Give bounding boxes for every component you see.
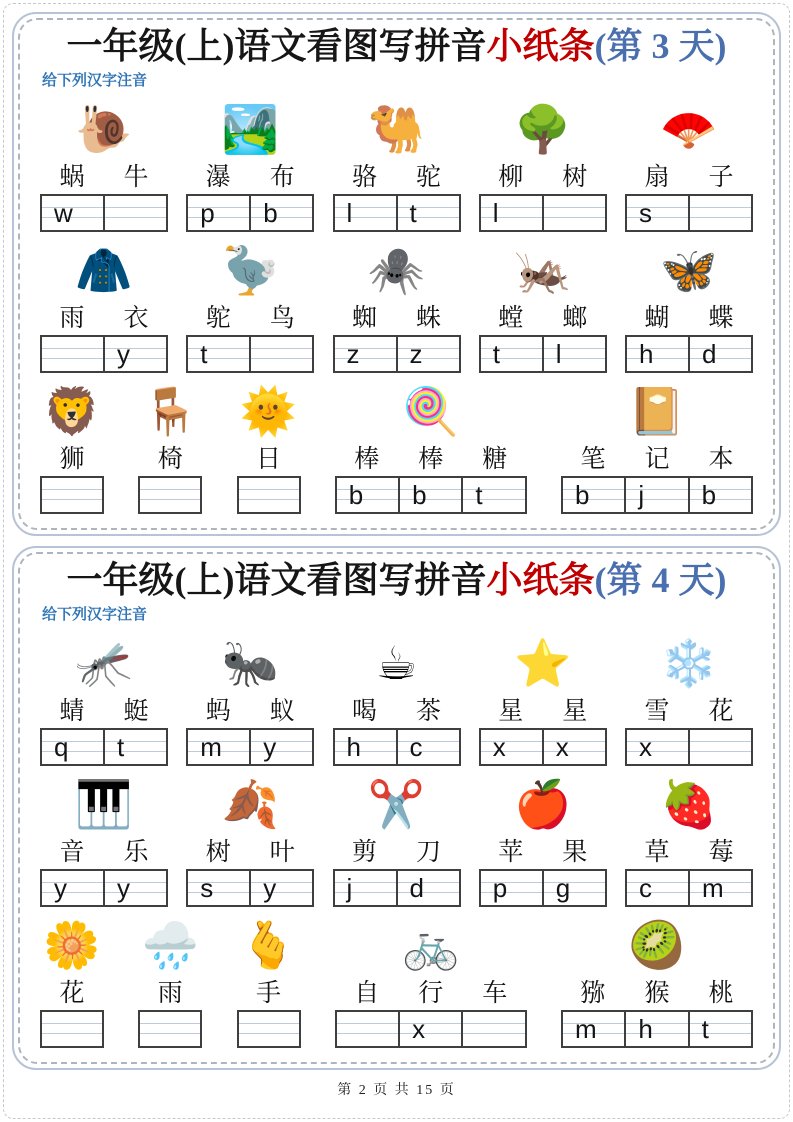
pinyin-cell: s (639, 197, 652, 228)
word-char: 布 (269, 164, 295, 191)
bicycle-icon: 🚲 (402, 919, 460, 971)
pinyin-cell: m (200, 731, 222, 762)
pinyin-cell (249, 337, 312, 371)
word-item (479, 635, 607, 766)
title-grade-text: 一年级(上)语文看图写拼音 (66, 560, 487, 600)
pinyin-box (479, 728, 607, 766)
pinyin-cell (42, 337, 103, 371)
word-item (237, 383, 301, 514)
word-char: 苹 (498, 839, 524, 866)
word-char: 猕 (580, 980, 606, 1007)
pinyin-box (40, 335, 168, 373)
word-char: 音 (59, 839, 85, 866)
worksheet-panel (12, 546, 781, 1070)
word-char: 蜓 (123, 698, 149, 725)
title-highlight-text: 小纸条 (486, 560, 595, 600)
word-label (479, 834, 607, 866)
word-item (479, 776, 607, 907)
word-item (625, 635, 753, 766)
word-row (38, 383, 755, 514)
pinyin-box (625, 728, 753, 766)
word-item (40, 917, 104, 1048)
spider-icon: 🕷️ (367, 244, 426, 296)
pinyin-cell: p (492, 872, 508, 903)
pinyin-cell: h (624, 1012, 687, 1046)
pinyin-cell: t (396, 196, 459, 230)
word-item (186, 635, 314, 766)
pinyin-cell: m (688, 871, 751, 905)
word-char: 子 (708, 164, 734, 191)
word-char: 糖 (482, 446, 508, 473)
word-item (138, 383, 202, 514)
pinyin-cell: h (346, 731, 361, 762)
rain-cloud-icon: 🌧️ (141, 919, 199, 971)
word-item (333, 635, 461, 766)
word-char: 草 (644, 839, 670, 866)
pinyin-cell: x (492, 731, 506, 762)
word-label (40, 975, 104, 1007)
word-char: 蝶 (708, 305, 734, 332)
word-item (335, 917, 527, 1048)
word-char: 扇 (644, 164, 670, 191)
willow-tree-icon: 🌳 (514, 103, 572, 155)
word-label (237, 441, 301, 473)
word-char: 牛 (123, 164, 149, 191)
word-label (335, 975, 527, 1007)
pinyin-cell: s (200, 872, 214, 903)
word-label (625, 159, 753, 191)
pinyin-cell: b (575, 479, 590, 510)
pinyin-cell: l (346, 197, 353, 228)
pinyin-box (40, 728, 168, 766)
word-item (625, 101, 753, 232)
pinyin-cell: d (396, 871, 459, 905)
word-char: 椅 (157, 446, 183, 473)
pinyin-box (40, 194, 168, 232)
word-label (333, 159, 461, 191)
word-char: 蜘 (351, 305, 377, 332)
pinyin-cell: b (398, 478, 461, 512)
word-char: 记 (644, 446, 670, 473)
word-char: 自 (354, 980, 380, 1007)
pinyin-box (138, 476, 202, 514)
pinyin-cell: l (492, 197, 499, 228)
teacup-icon: ☕ (375, 637, 418, 689)
pinyin-cell: t (200, 338, 208, 369)
word-char: 花 (708, 698, 734, 725)
pinyin-cell: x (542, 730, 605, 764)
title-day-text: (第 4 天) (594, 560, 727, 600)
word-label (138, 975, 202, 1007)
pinyin-cell: c (396, 730, 459, 764)
word-char: 蜗 (59, 164, 85, 191)
pinyin-cell: l (542, 337, 605, 371)
pinyin-box (40, 476, 104, 514)
word-row (38, 635, 755, 766)
word-label (333, 834, 461, 866)
pinyin-cell: t (461, 478, 524, 512)
word-label (479, 300, 607, 332)
pinyin-cell (688, 196, 751, 230)
pinyin-box (625, 194, 753, 232)
word-char: 雨 (59, 305, 85, 332)
word-char: 骆 (351, 164, 377, 191)
word-label (186, 693, 314, 725)
pinyin-cell (542, 196, 605, 230)
word-char: 茶 (415, 698, 441, 725)
word-char: 果 (562, 839, 588, 866)
mantis-icon: 🦗 (514, 244, 572, 296)
raincoat-icon: 🧥 (75, 244, 133, 296)
word-item (333, 101, 461, 232)
word-char: 狮 (59, 446, 85, 473)
pinyin-box (333, 194, 461, 232)
pinyin-box (479, 335, 607, 373)
pinyin-box (625, 335, 753, 373)
pinyin-cell: t (103, 730, 166, 764)
word-item (186, 101, 314, 232)
pinyin-cell: q (54, 731, 69, 762)
pinyin-cell: w (54, 197, 73, 228)
word-char: 花 (59, 980, 85, 1007)
word-label (186, 159, 314, 191)
word-label (40, 441, 104, 473)
pinyin-box (333, 728, 461, 766)
pinyin-box (186, 335, 314, 373)
word-row (38, 917, 755, 1048)
word-char: 柳 (498, 164, 524, 191)
word-item (561, 383, 753, 514)
pinyin-box (625, 869, 753, 907)
word-item (186, 242, 314, 373)
pinyin-cell: y (249, 730, 312, 764)
pinyin-box (479, 194, 607, 232)
pinyin-box (333, 869, 461, 907)
word-char: 雪 (644, 698, 670, 725)
word-label (335, 441, 527, 473)
pinyin-box (40, 869, 168, 907)
title-grade-text: 一年级(上)语文看图写拼音 (66, 26, 487, 66)
pinyin-box (138, 1010, 202, 1048)
word-label (625, 834, 753, 866)
folding-fan-icon: 🪭 (660, 103, 718, 155)
word-char: 蚁 (269, 698, 295, 725)
pinyin-cell (42, 1012, 102, 1046)
word-char: 蝴 (644, 305, 670, 332)
pinyin-cell: y (54, 872, 67, 903)
camel-icon: 🐫 (367, 103, 426, 155)
word-label (40, 159, 168, 191)
panels-container (0, 12, 793, 1070)
word-char: 桃 (708, 980, 734, 1007)
ostrich-icon: 🦤 (221, 244, 279, 296)
panel-title (38, 556, 755, 604)
pinyin-box (335, 1010, 527, 1048)
chair-icon: 🪑 (141, 385, 199, 437)
pinyin-cell: j (624, 478, 687, 512)
pinyin-cell: d (688, 337, 751, 371)
word-item (40, 776, 168, 907)
word-char: 乐 (123, 839, 149, 866)
word-char: 雨 (157, 980, 183, 1007)
word-item (333, 242, 461, 373)
pinyin-box (186, 869, 314, 907)
pinyin-cell (42, 478, 102, 512)
page-indicator: 第 2 页 共 15 页 (337, 1083, 456, 1098)
pinyin-box (237, 1010, 301, 1048)
word-label (479, 159, 607, 191)
pinyin-cell: j (346, 872, 353, 903)
word-char: 剪 (351, 839, 377, 866)
pinyin-cell: c (639, 872, 652, 903)
word-char: 猴 (644, 980, 670, 1007)
word-char: 喝 (351, 698, 377, 725)
word-char: 行 (418, 980, 444, 1007)
word-label (479, 693, 607, 725)
snail-icon: 🐌 (75, 103, 133, 155)
word-char: 树 (205, 839, 231, 866)
word-char: 衣 (123, 305, 149, 332)
word-label (625, 300, 753, 332)
word-char: 棒 (354, 446, 380, 473)
word-label (561, 441, 753, 473)
pinyin-cell: h (639, 338, 654, 369)
word-char: 螂 (562, 305, 588, 332)
panel-subtitle: 给下列汉字注音 (42, 72, 148, 89)
word-char: 星 (498, 698, 524, 725)
piano-music-icon: 🎹 (75, 778, 133, 830)
word-char: 瀑 (205, 164, 231, 191)
dragonfly-icon: 🦟 (75, 637, 133, 689)
pinyin-cell: b (688, 478, 751, 512)
word-char: 鸵 (205, 305, 231, 332)
pinyin-cell: x (398, 1012, 461, 1046)
pinyin-cell: t (688, 1012, 751, 1046)
pinyin-cell: y (103, 871, 166, 905)
pinyin-box (186, 728, 314, 766)
butterfly-icon: 🦋 (660, 244, 718, 296)
word-char: 车 (482, 980, 508, 1007)
pinyin-cell (337, 1012, 398, 1046)
word-label (333, 693, 461, 725)
worksheet-panel (12, 12, 781, 536)
word-char: 蜻 (59, 698, 85, 725)
pinyin-cell: p (200, 197, 215, 228)
pinyin-cell: y (103, 337, 166, 371)
ant-icon: 🐜 (221, 637, 279, 689)
word-char: 蚂 (205, 698, 231, 725)
word-label (40, 834, 168, 866)
pinyin-cell (239, 1012, 299, 1046)
kiwi-icon: 🥝 (628, 919, 686, 971)
pinyin-cell: z (346, 338, 360, 369)
word-char: 鸟 (269, 305, 295, 332)
word-row (38, 242, 755, 373)
scissors-icon: ✂️ (367, 778, 426, 830)
pinyin-cell (461, 1012, 524, 1046)
word-char: 莓 (708, 839, 734, 866)
pinyin-cell: b (249, 196, 312, 230)
pinyin-cell: t (492, 338, 500, 369)
strawberry-icon: 🍓 (660, 778, 718, 830)
word-item (40, 635, 168, 766)
word-char: 手 (255, 980, 281, 1007)
word-label (40, 693, 168, 725)
word-row (38, 776, 755, 907)
pinyin-cell (688, 730, 751, 764)
panel-title (38, 22, 755, 70)
word-char: 螳 (498, 305, 524, 332)
pinyin-cell (103, 196, 166, 230)
pinyin-cell: y (249, 871, 312, 905)
waterfall-icon: 🏞️ (221, 103, 279, 155)
word-char: 本 (708, 446, 734, 473)
word-label (333, 300, 461, 332)
word-char: 星 (562, 698, 588, 725)
word-label (40, 300, 168, 332)
sun-icon: 🌞 (239, 385, 298, 437)
word-item (479, 242, 607, 373)
pinyin-box (40, 1010, 104, 1048)
pinyin-cell (140, 1012, 200, 1046)
word-label (138, 441, 202, 473)
word-item (625, 776, 753, 907)
finger-heart-hand-icon: 🫰 (239, 919, 298, 971)
pinyin-cell: x (639, 731, 652, 762)
word-char: 树 (562, 164, 588, 191)
word-item (561, 917, 753, 1048)
word-label (625, 693, 753, 725)
pinyin-box (561, 476, 753, 514)
word-label (186, 300, 314, 332)
word-char: 棒 (418, 446, 444, 473)
word-item (335, 383, 527, 514)
pinyin-box (561, 1010, 753, 1048)
pinyin-box (333, 335, 461, 373)
word-label (186, 834, 314, 866)
word-item (479, 101, 607, 232)
word-label (237, 975, 301, 1007)
pinyin-box (237, 476, 301, 514)
word-item (237, 917, 301, 1048)
pinyin-box (479, 869, 607, 907)
word-char: 驼 (415, 164, 441, 191)
word-char: 笔 (580, 446, 606, 473)
word-item (333, 776, 461, 907)
title-highlight-text: 小纸条 (486, 26, 595, 66)
word-char: 叶 (269, 839, 295, 866)
word-char: 蛛 (415, 305, 441, 332)
title-day-text: (第 3 天) (594, 26, 727, 66)
word-item (186, 776, 314, 907)
word-item (40, 101, 168, 232)
word-item (40, 383, 104, 514)
apple-icon: 🍎 (514, 778, 572, 830)
pinyin-cell: z (396, 337, 459, 371)
lollipop-icon: 🍭 (402, 385, 460, 437)
word-item (40, 242, 168, 373)
notebook-icon: 📔 (628, 385, 686, 437)
word-row (38, 101, 755, 232)
flower-icon: 🌼 (43, 919, 101, 971)
star-icon: ⭐ (514, 637, 572, 689)
word-char: 刀 (415, 839, 441, 866)
leaves-icon: 🍂 (221, 778, 279, 830)
word-item (625, 242, 753, 373)
word-item (138, 917, 202, 1048)
pinyin-cell: m (575, 1013, 597, 1044)
snowflake-icon: ❄️ (660, 637, 718, 689)
word-label (561, 975, 753, 1007)
panel-subtitle: 给下列汉字注音 (42, 606, 148, 623)
lion-icon: 🦁 (43, 385, 101, 437)
pinyin-cell: g (542, 871, 605, 905)
pinyin-box (335, 476, 527, 514)
pinyin-cell (239, 478, 299, 512)
pinyin-box (186, 194, 314, 232)
pinyin-cell: b (348, 479, 364, 510)
word-char: 日 (255, 446, 281, 473)
pinyin-cell (140, 478, 200, 512)
